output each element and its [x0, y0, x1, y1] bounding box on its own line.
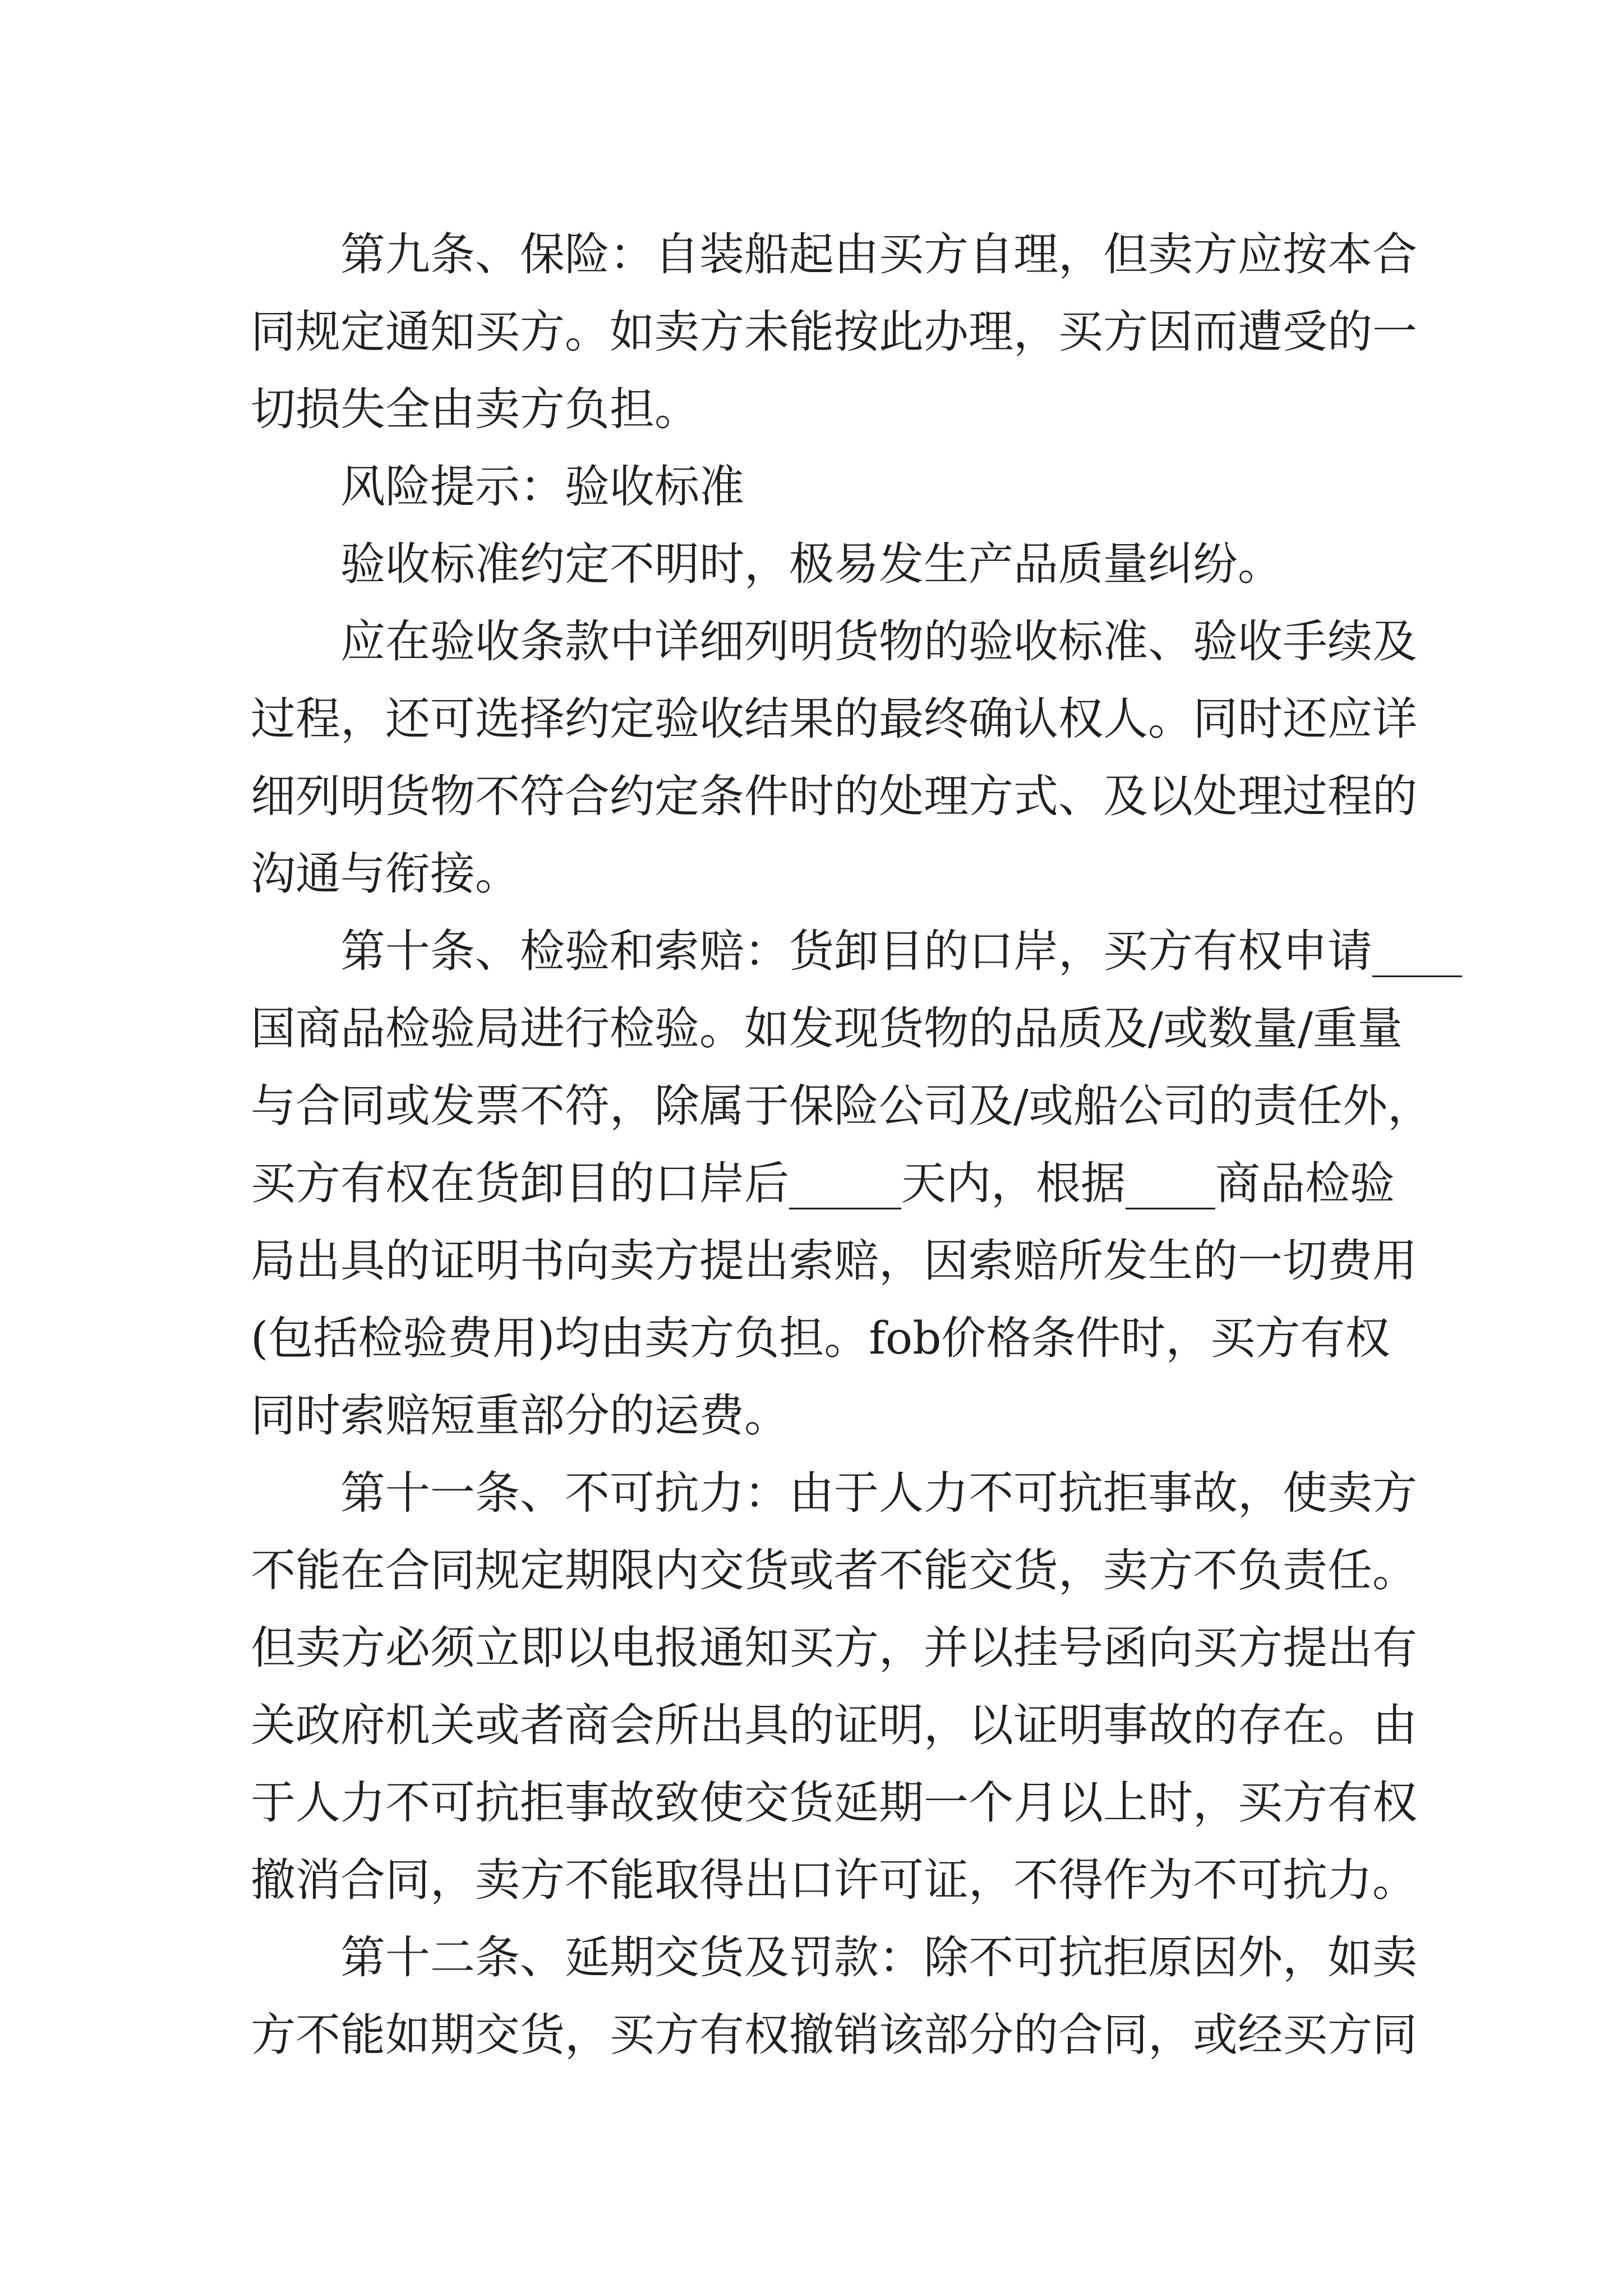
- text-line: 于人力不可抗拒事故致使交货延期一个月以上时，买方有权: [251, 1777, 1417, 1829]
- text-line: 第十一条、不可抗力：由于人力不可抗拒事故，使卖方: [340, 1467, 1417, 1519]
- text-line: 沟通与衔接。: [251, 848, 520, 900]
- text-line: 买方有权在货卸目的口岸后_____天内，根据____商品检验: [251, 1157, 1395, 1209]
- text-line: 同时索赔短重部分的运费。: [251, 1389, 789, 1442]
- text-line: 撤消合同，卖方不能取得出口许可证，不得作为不可抗力。: [251, 1854, 1417, 1906]
- text-line: 切损失全由卖方负担。: [251, 383, 699, 435]
- text-line: 关政府机关或者商会所出具的证明，以证明事故的存在。由: [251, 1699, 1417, 1751]
- text-line: 过程，还可选择约定验收结果的最终确认权人。同时还应详: [251, 693, 1417, 745]
- text-line: 方不能如期交货，买方有权撤销该部分的合同，或经买方同: [251, 2009, 1417, 2061]
- document-body: [251, 216, 1462, 2074]
- text-line: 局出具的证明书向卖方提出索赔，因索赔所发生的一切费用: [251, 1235, 1417, 1287]
- text-line: 同规定通知买方。如卖方未能按此办理，买方因而遭受的一: [251, 306, 1417, 358]
- text-line: 验收标准约定不明时，极易发生产品质量纠纷。: [340, 538, 1283, 590]
- text-line: 应在验收条款中详细列明货物的验收标准、验收手续及: [340, 615, 1417, 668]
- text-line: 国商品检验局进行检验。如发现货物的品质及/或数量/重量: [251, 1002, 1403, 1055]
- text-line: 第十条、检验和索赔：货卸目的口岸，买方有权申请____: [340, 925, 1462, 977]
- text-line: 风险提示：验收标准: [340, 461, 744, 513]
- text-line: (包括检验费用)均由卖方负担。fob价格条件时，买方有权: [251, 1312, 1390, 1364]
- text-line: 细列明货物不符合约定条件时的处理方式、及以处理过程的: [251, 770, 1417, 822]
- text-line: 与合同或发票不符，除属于保险公司及/或船公司的责任外，: [251, 1080, 1432, 1132]
- text-line: 不能在合同规定期限内交货或者不能交货，卖方不负责任。: [251, 1544, 1417, 1596]
- text-line: 但卖方必须立即以电报通知买方，并以挂号函向买方提出有: [251, 1622, 1417, 1674]
- text-line: 第九条、保险：自装船起由买方自理，但卖方应按本合: [340, 228, 1417, 280]
- text-line: 第十二条、延期交货及罚款：除不可抗拒原因外，如卖: [340, 1931, 1417, 1984]
